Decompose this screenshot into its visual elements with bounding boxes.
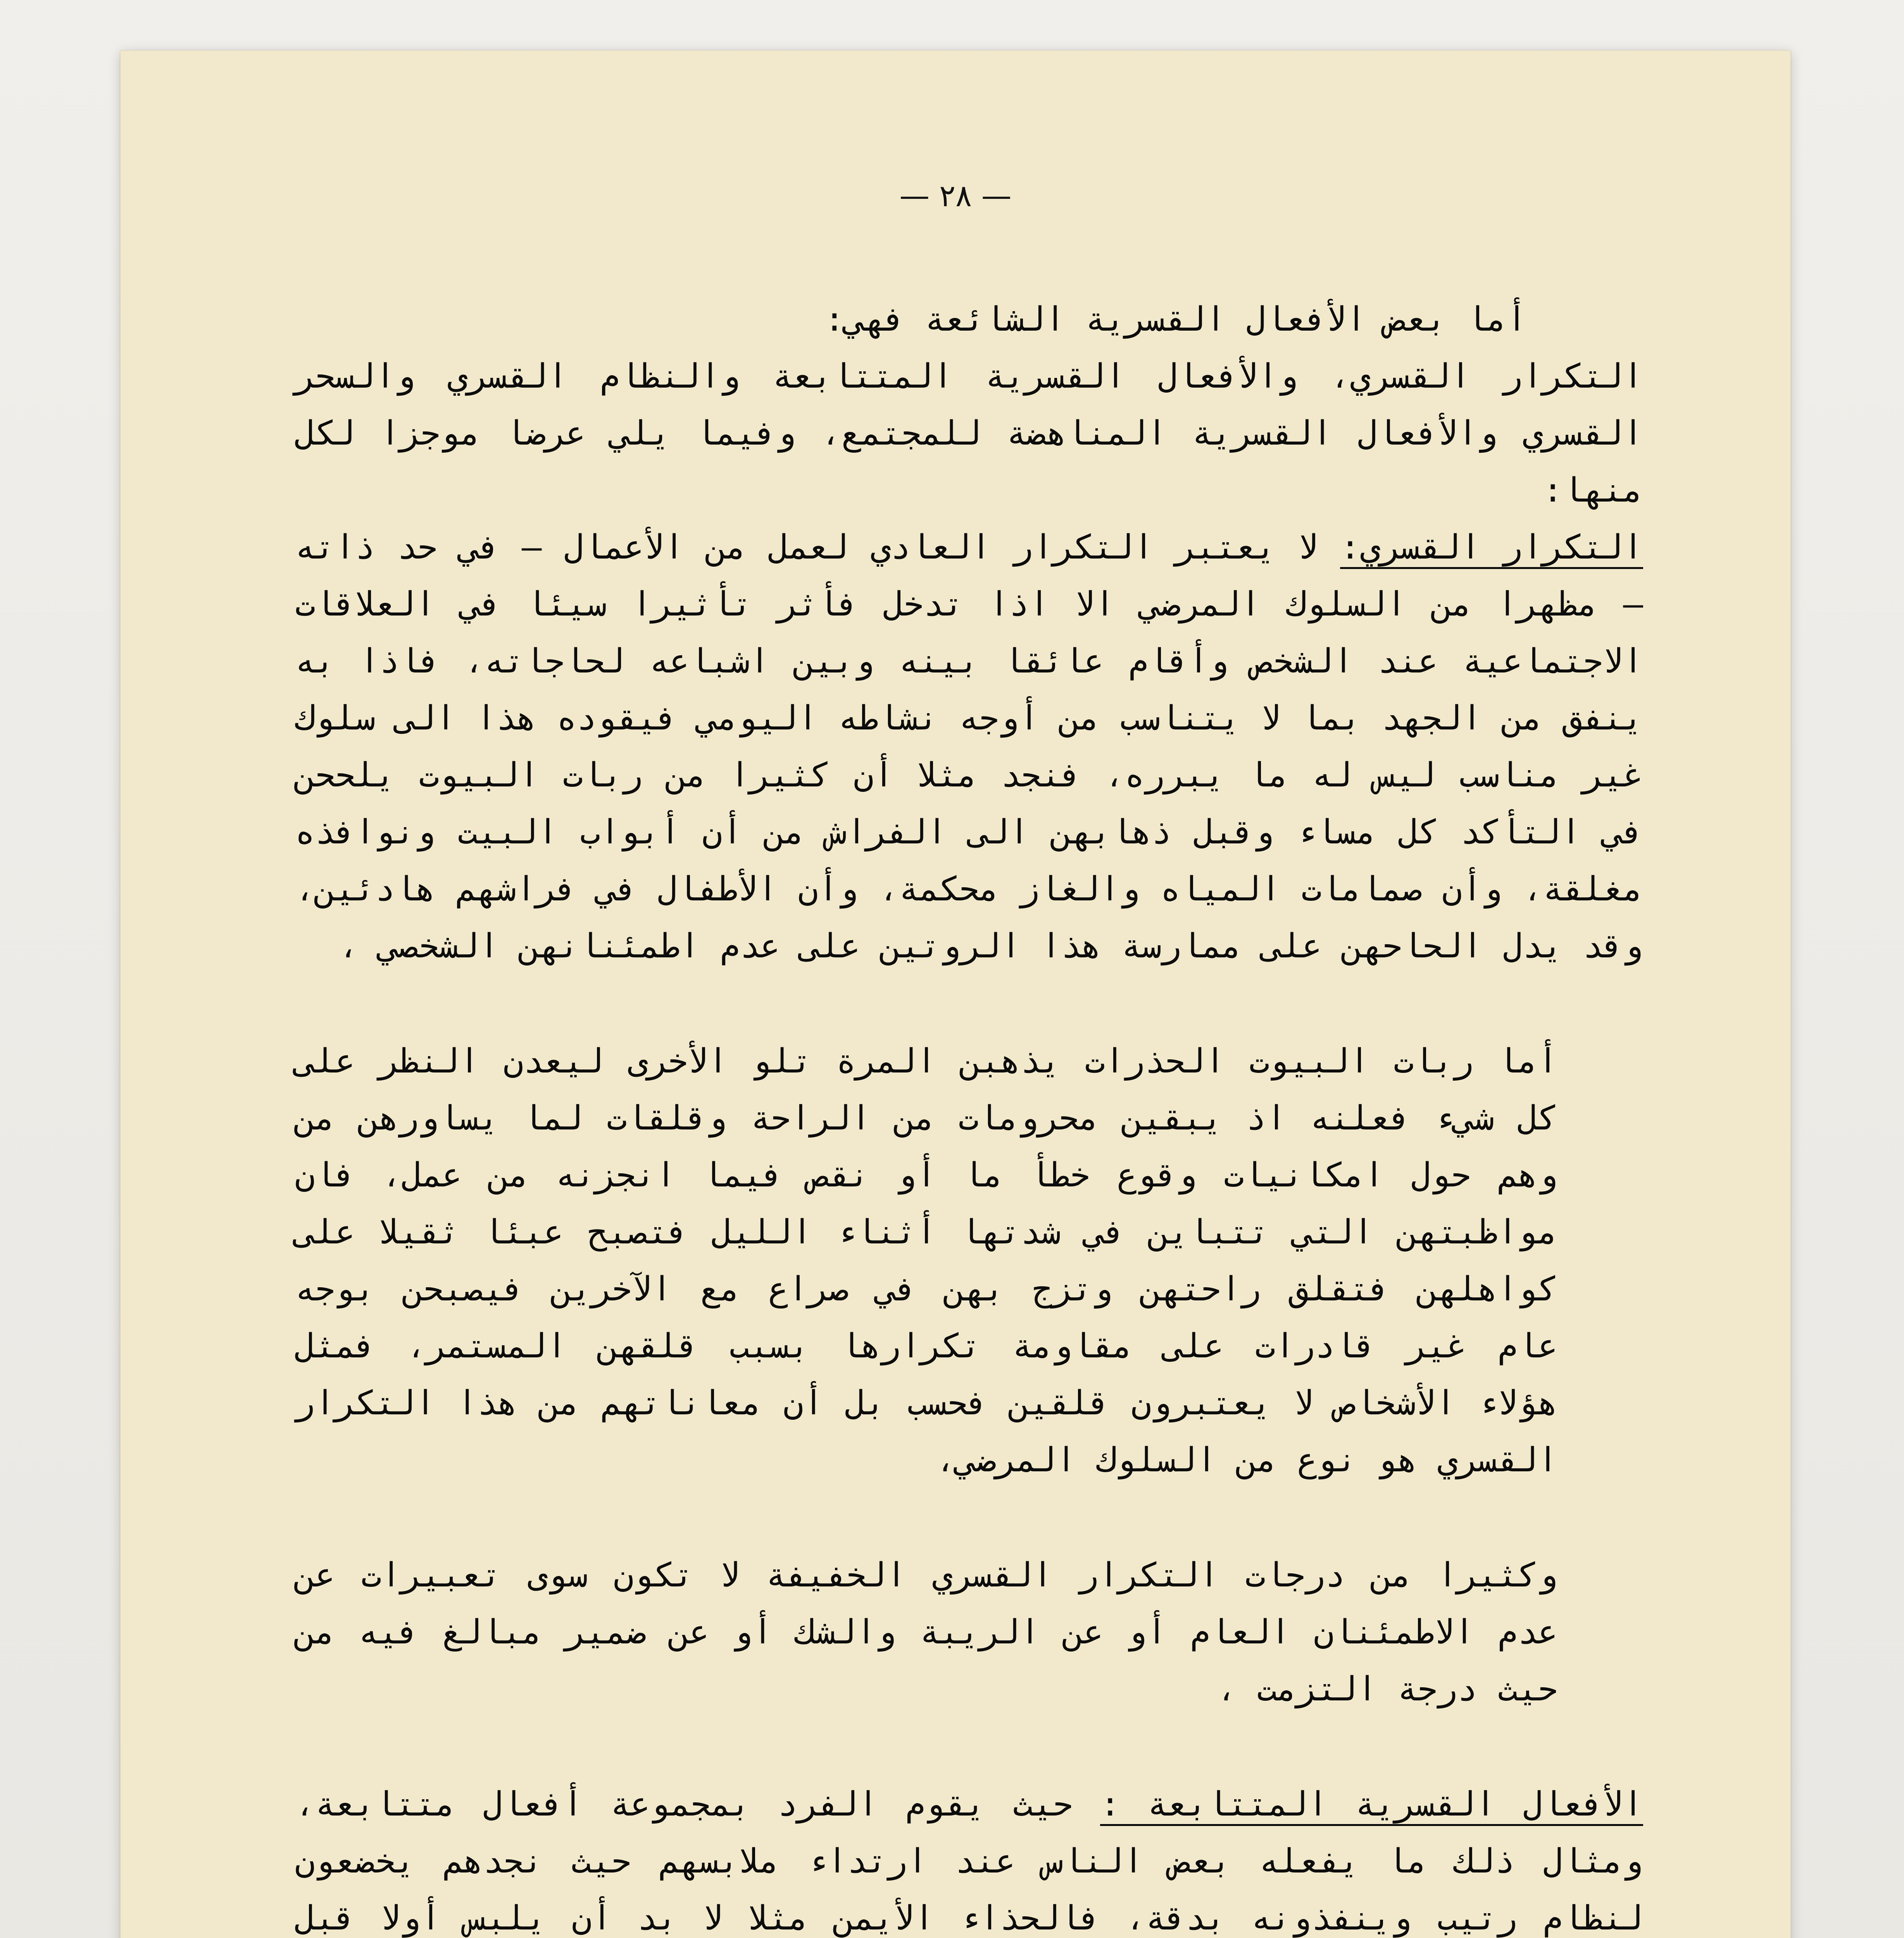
text-successive-acts: حيث يقوم الفرد بمجموعة أفعال متتابعة، ومثال ذلك ما يفعله بعض الناس عند ارتداء ملابسهم حيث نجدهم يخضعون لنظام رتيب وينفذونه بدقة، فالحذاء الأيمن مثلا لا بد أن يلبس أولا قبل: [295, 1785, 1643, 1938]
paragraph-mild-degrees: وكثيرا من درجات التكرار القسري الخفيفة لا تكون سوى تعبيرات عن عدم الاطمئنان العام أو عن الريبة والشك أو عن ضمير مبالغ فيه من حيث درجة التزمت ،: [295, 1556, 1558, 1709]
intro-paragraph: التكرار القسري، والأفعال القسرية المتتابعة والنظام القسري والسحر القسري والأفعال القسرية المناهضة للمجتمع، وفيما يلي عرضا موجزا لكل منها:: [295, 357, 1643, 510]
page-number: — ٢٨ —: [899, 179, 1012, 214]
paragraph-housewives: أما ربات البيوت الحذرات يذهبن المرة تلو الأخرى ليعدن النظر على كل شيء فعلنه اذ يبقين محرومات من الراحة وقلقات لما يساورهن من وهم حول امكانيات وقوع خطأ ما أو نقص فيما انجزنه من عمل، فان مواظبتهن التي تتباين في شدتها أثناء الليل فتصبح عبئا ثقيلا على كواهلهن فتقلق راحتهن وتزج بهن في صراع مع الآخرين فيصبحن بوجه عام غير قادرات على مقاومة تكرارها بسبب قلقهن المستمر، فمثل هؤلاء الأشخاص لا يعتبرون قلقين فحسب بل أن معاناتهم من هذا التكرار القسري هو نوع من السلوك المرضي،: [295, 1042, 1558, 1479]
paragraph-compulsive-repetition: [295, 519, 1643, 975]
document-body: [295, 291, 1643, 1938]
term-successive-acts: الأفعال القسرية المتتابعة :: [1100, 1785, 1643, 1824]
paragraph-successive-acts: [295, 1776, 1643, 1938]
intro-heading: أما بعض الأفعال القسرية الشائعة فهي:: [824, 300, 1527, 339]
text-compulsive-repetition: لا يعتبر التكرار العادي لعمل من الأعمال – في حد ذاته – مظهرا من السلوك المرضي الا اذا تدخل فأثر تأثيرا سيئا في العلاقات الاجتماعية عند الشخص وأقام عائقا بينه وبين اشباعه لحاجاته، فاذا به ينفق من الجهد بما لا يتناسب من أوجه نشاطه اليومي فيقوده هذا الى سلوك غير مناسب ليس له ما يبرره، فنجد مثلا أن كثيرا من ربات البيوت يلححن في التأكد كل مساء وقبل ذهابهن الى الفراش من أن أبواب البيت ونوافذه مغلقة، وأن صمامات المياه والغاز محكمة، وأن الأطفال في فراشهم هادئين، وقد يدل الحاحهن على ممارسة هذا الروتين على عدم اطمئنانهن الشخصي ،: [295, 528, 1643, 966]
document-page: [120, 50, 1791, 1938]
term-compulsive-repetition: التكرار القسري:: [1340, 528, 1643, 567]
